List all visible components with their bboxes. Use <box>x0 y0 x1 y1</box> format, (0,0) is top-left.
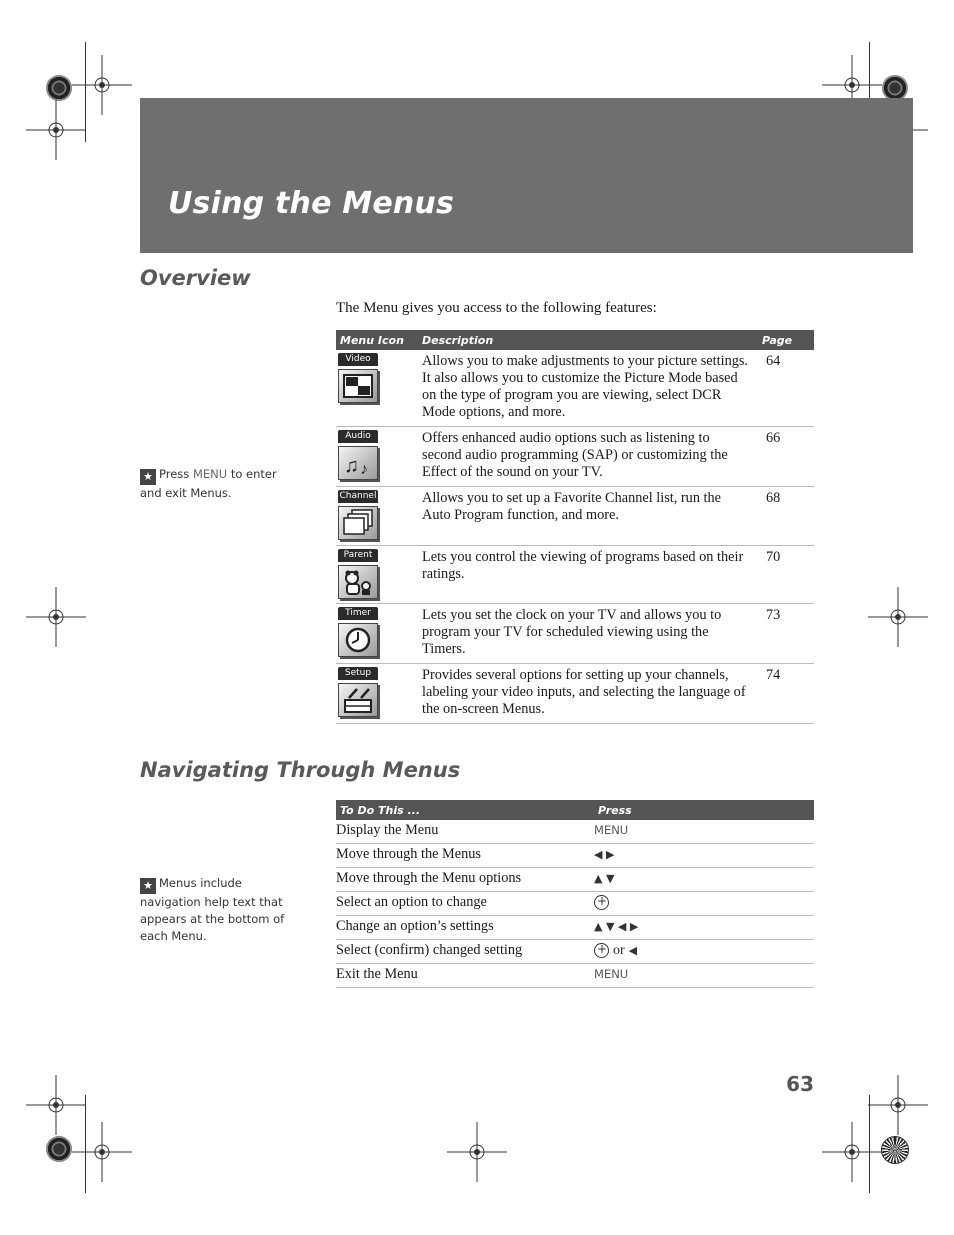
crosshair-icon <box>26 100 86 160</box>
action-cell: Select (confirm) changed setting <box>336 940 594 964</box>
timer-icon: Timer <box>338 607 378 657</box>
page-cell: 64 <box>758 350 814 427</box>
audio-icon: Audio ♫ ♪ <box>338 430 378 480</box>
lightbulb-icon: ★ <box>140 878 156 894</box>
navigation-table <box>336 800 814 988</box>
svg-text:♪: ♪ <box>360 461 368 478</box>
setup-icon: Setup <box>338 667 378 717</box>
registration-mark-icon <box>46 75 72 101</box>
table-row <box>336 964 814 988</box>
lightbulb-icon: ★ <box>140 469 156 485</box>
table-row <box>336 844 814 868</box>
action-cell: Display the Menu <box>336 820 594 844</box>
action-cell: Select an option to change <box>336 892 594 916</box>
crosshair-icon <box>822 1122 882 1182</box>
crosshair-icon <box>26 587 86 647</box>
page-number: 63 <box>786 1072 814 1096</box>
crosshair-icon <box>72 1122 132 1182</box>
page-cell: 73 <box>758 604 814 664</box>
registration-mark-icon <box>881 1136 909 1164</box>
joystick-select-icon <box>594 895 609 910</box>
column-header-press: Press <box>594 800 814 820</box>
page-cell: 70 <box>758 546 814 604</box>
menu-key-label: MENU <box>594 964 814 988</box>
table-row <box>336 940 814 964</box>
navigating-heading: Navigating Through Menus <box>140 758 461 782</box>
channel-icon: Channel <box>338 490 378 540</box>
page-title: Using the Menus <box>168 186 455 221</box>
registration-mark-icon <box>46 1136 72 1162</box>
table-row <box>336 820 814 844</box>
table-header-row <box>336 800 814 820</box>
menu-key-label: MENU <box>192 467 228 481</box>
up-down-arrows-icon: ▲ ▼ <box>594 872 615 885</box>
action-cell: Move through the Menu options <box>336 868 594 892</box>
table-row <box>336 916 814 940</box>
table-row <box>336 427 814 487</box>
action-cell: Exit the Menu <box>336 964 594 988</box>
description-cell: Allows you to set up a Favorite Channel list, run the Auto Program function, and more. <box>418 487 758 546</box>
table-row <box>336 604 814 664</box>
chapter-header-band <box>140 98 913 253</box>
description-cell: Lets you set the clock on your TV and allows you to program your TV for scheduled viewing using the Timers. <box>418 604 758 664</box>
column-header-description: Description <box>418 330 758 350</box>
page-cell: 68 <box>758 487 814 546</box>
parent-icon: Parent <box>338 549 378 599</box>
joystick-select-icon <box>594 943 609 958</box>
crop-line <box>869 1095 870 1193</box>
menu-features-table <box>336 330 814 724</box>
table-row <box>336 868 814 892</box>
column-header-to-do-this: To Do This ... <box>336 800 594 820</box>
description-cell: Offers enhanced audio options such as listening to second audio programming (SAP) or customizing the Effect of the sound on your TV. <box>418 427 758 487</box>
overview-heading: Overview <box>140 266 251 290</box>
table-row <box>336 487 814 546</box>
table-row <box>336 546 814 604</box>
svg-text:♫: ♫ <box>344 455 359 477</box>
four-way-arrows-icon: ▲ ▼ ◀ ▶ <box>594 920 639 933</box>
description-cell: Allows you to make adjustments to your picture settings. It also allows you to customize the Picture Mode based on the type of program you are viewing, select DCR Mode options, and more. <box>418 350 758 427</box>
video-icon: Video <box>338 353 378 403</box>
table-row <box>336 892 814 916</box>
column-header-menu-icon: Menu Icon <box>336 330 418 350</box>
column-header-page: Page <box>758 330 814 350</box>
table-row <box>336 350 814 427</box>
tip-note-navigation: ★ Menus include navigation help text that appears at the bottom of each Menu. <box>140 876 285 943</box>
crop-line <box>85 42 86 142</box>
page-cell: 74 <box>758 664 814 724</box>
crosshair-icon <box>447 1122 507 1182</box>
table-header-row <box>336 330 814 350</box>
description-cell: Provides several options for setting up your channels, labeling your video inputs, and selecting the language of the on-screen Menus. <box>418 664 758 724</box>
crop-line <box>85 1095 86 1193</box>
tip-note-menu: ★ Press MENU to enter and exit Menus. <box>140 467 277 500</box>
or-text: or <box>613 943 625 958</box>
description-cell: Lets you control the viewing of programs based on their ratings. <box>418 546 758 604</box>
action-cell: Change an option’s settings <box>336 916 594 940</box>
left-arrow-icon: ◀ <box>628 944 638 957</box>
page-cell: 66 <box>758 427 814 487</box>
action-cell: Move through the Menus <box>336 844 594 868</box>
crosshair-icon <box>868 587 928 647</box>
table-row <box>336 664 814 724</box>
left-right-arrows-icon: ◀ ▶ <box>594 848 615 861</box>
menu-key-label: MENU <box>594 820 814 844</box>
overview-intro: The Menu gives you access to the following features: <box>336 300 657 316</box>
